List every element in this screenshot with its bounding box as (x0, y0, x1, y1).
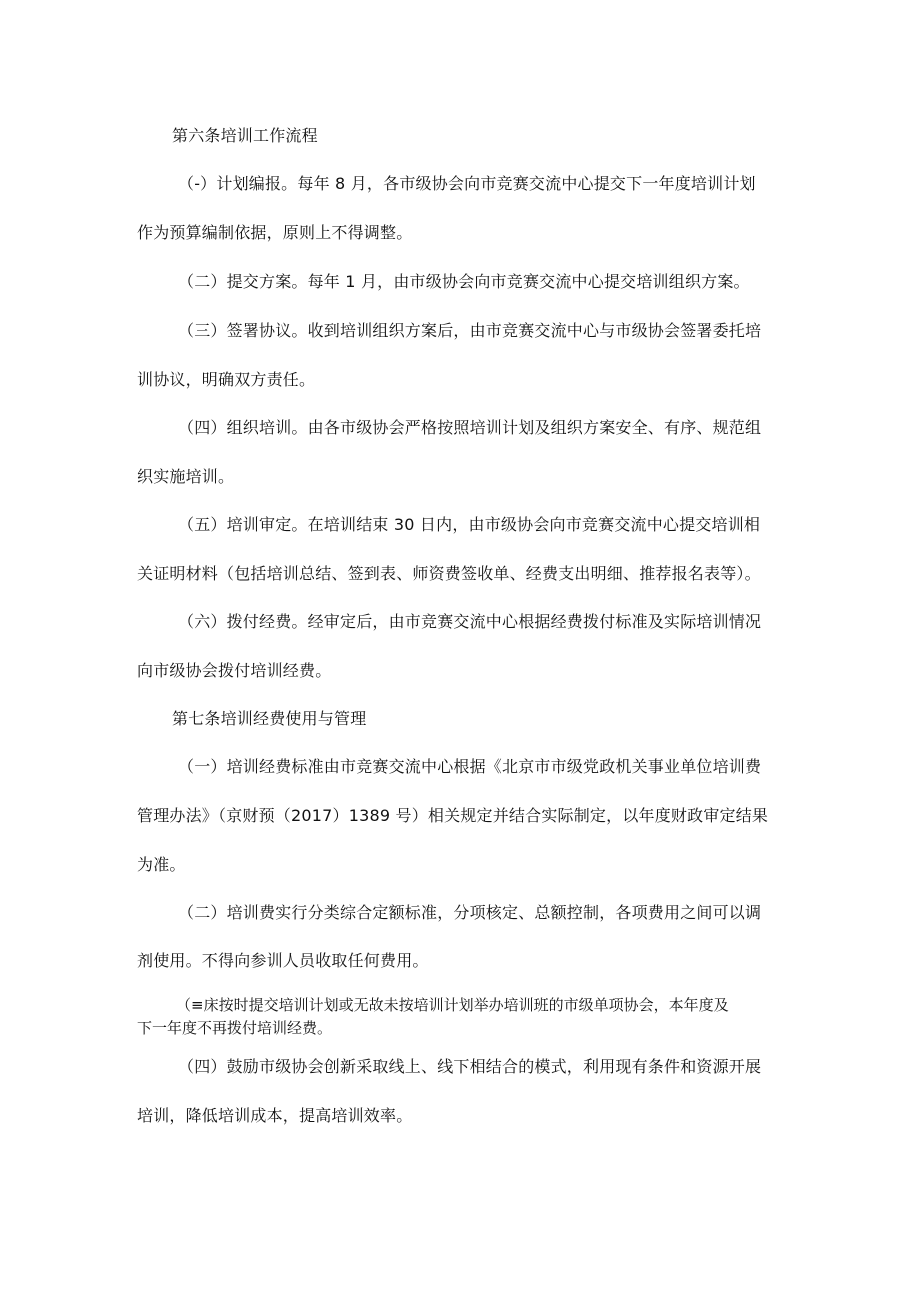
article7-item4-line2: 培训，降低培训成本，提高培训效率。 (137, 1106, 413, 1125)
article6-item6-line2: 向市级协会拨付培训经费。 (137, 661, 332, 680)
article6-item3-line1: （三）签署协议。收到培训组织方案后，由市竞赛交流中心与市级协会签署委托培 (178, 321, 762, 340)
article6-item6-line1: （六）拨付经费。经审定后，由市竞赛交流中心根据经费拨付标准及实际培训情况 (178, 612, 762, 631)
article7-item3-line2: 下一年度不再拨付培训经费。 (137, 1019, 333, 1037)
article7-item2-line2: 剂使用。不得向参训人员收取任何费用。 (137, 951, 429, 970)
article6-item5-line2: 关证明材料（包括培训总结、签到表、师资费签收单、经费支出明细、推荐报名表等）。 (137, 564, 761, 583)
article7-heading: 第七条培训经费使用与管理 (172, 709, 367, 728)
article7-item1-line1: （一）培训经费标准由市竞赛交流中心根据《北京市市级党政机关事业单位培训费 (178, 757, 762, 776)
article6-item1-line1: （-）计划编报。每年 8 月，各市级协会向市竞赛交流中心提交下一年度培训计划 (178, 174, 756, 193)
article6-item4-line1: （四）组织培训。由各市级协会严格按照培训计划及组织方案安全、有序、规范组 (178, 418, 762, 437)
article6-item5-line1: （五）培训审定。在培训结束 30 日内，由市级协会向市竞赛交流中心提交培训相 (178, 515, 761, 534)
article6-heading: 第六条培训工作流程 (172, 126, 318, 145)
article7-item4-line1: （四）鼓励市级协会创新采取线上、线下相结合的模式，利用现有条件和资源开展 (178, 1057, 762, 1076)
article6-item3-line2: 训协议，明确双方责任。 (137, 370, 316, 389)
article7-item1-line3: 为准。 (137, 855, 186, 874)
article7-item3-line1: （≡床按时提交培训计划或无故未按培训计划举办培训班的市级单项协会，本年度及 (176, 996, 729, 1014)
article7-item1-line2: 管理办法》（京财预（2017）1389 号）相关规定并结合实际制定，以年度财政审定结果 (137, 806, 769, 825)
article6-item1-line2: 作为预算编制依据，原则上不得调整。 (137, 223, 413, 242)
article7-item2-line1: （二）培训费实行分类综合定额标准，分项核定、总额控制，各项费用之间可以调 (178, 903, 762, 922)
article6-item2-line1: （二）提交方案。每年 1 月，由市级协会向市竞赛交流中心提交培训组织方案。 (178, 272, 750, 291)
article6-item4-line2: 织实施培训。 (137, 467, 235, 486)
